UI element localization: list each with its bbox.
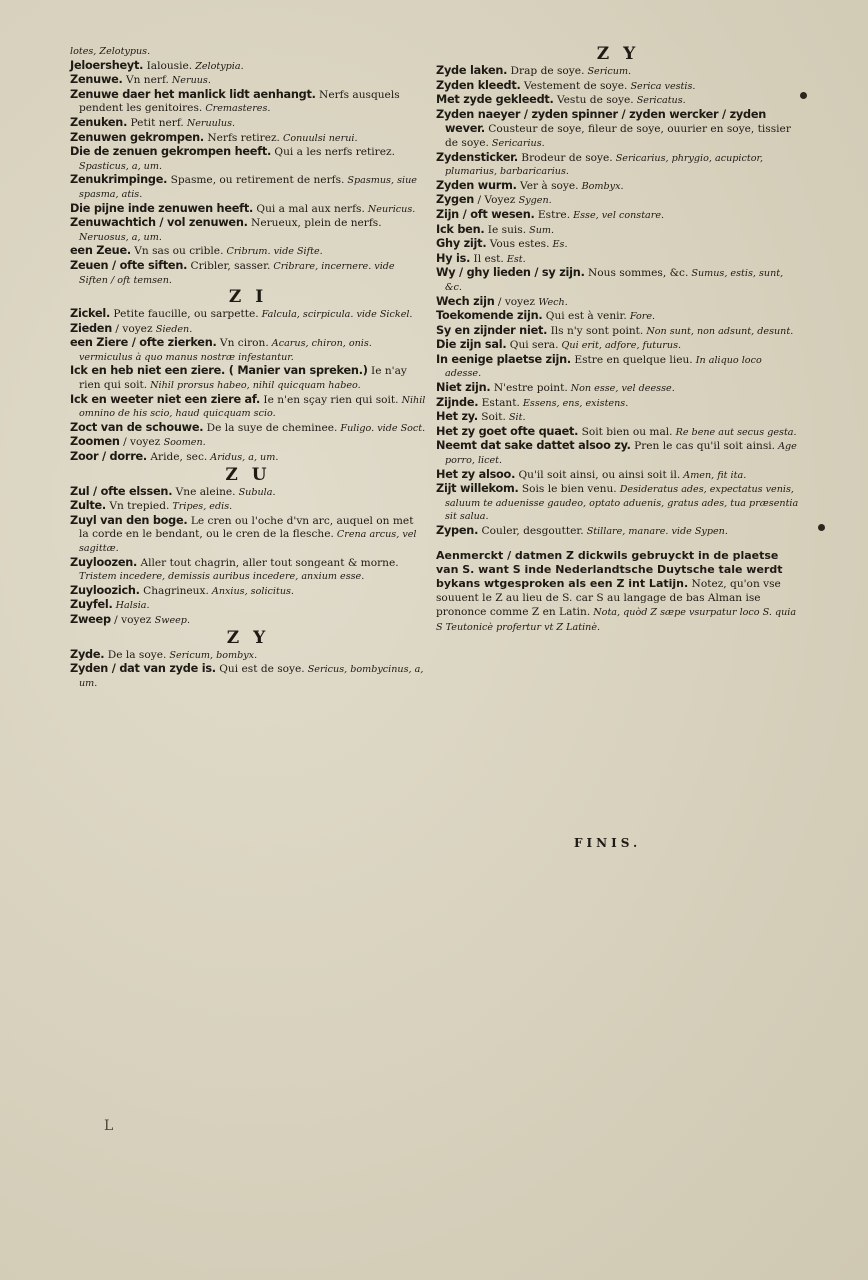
- dictionary-entry: [436, 266, 800, 294]
- french-gloss: Petite faucille, ou sarpette.: [110, 308, 259, 321]
- dutch-term: Het zy.: [436, 410, 478, 424]
- dutch-term: Met zyde gekleedt.: [436, 93, 554, 107]
- french-gloss: Nerueux, plein de nerfs.: [247, 217, 382, 230]
- french-gloss: Vn sas ou crible.: [130, 245, 224, 258]
- dictionary-entry: [70, 322, 426, 337]
- french-gloss: / voyez: [494, 295, 539, 308]
- french-gloss: Qui sera.: [506, 339, 559, 352]
- french-gloss: Vestement de soye.: [520, 79, 628, 92]
- latin-gloss: Spasmus, siue spasma, atis.: [79, 175, 417, 200]
- dictionary-entry: [436, 324, 800, 339]
- french-gloss: Ils n'y sont point.: [547, 324, 644, 337]
- french-gloss: / voyez: [110, 613, 155, 626]
- dictionary-entry: [70, 450, 426, 465]
- latin-gloss: Sericum.: [584, 66, 632, 77]
- dutch-term: Zenuwen gekrompen.: [70, 130, 204, 144]
- dutch-term: Neemt dat sake dattet alsoo zy.: [436, 439, 631, 453]
- dutch-term: Ick ben.: [436, 222, 485, 236]
- dutch-term: Zuyl van den boge.: [70, 513, 188, 527]
- right-column: [436, 44, 800, 635]
- dutch-term: Zyden wurm.: [436, 178, 517, 192]
- dictionary-entry: [70, 485, 426, 500]
- dictionary-entry: [436, 309, 800, 324]
- french-gloss: Estant.: [478, 396, 520, 409]
- dutch-term: In eenige plaetse zijn.: [436, 352, 571, 366]
- latin-gloss: Essens, ens, existens.: [519, 397, 629, 409]
- french-gloss: Qui a mal aux nerfs.: [253, 202, 365, 215]
- latin-gloss: Halsia.: [112, 600, 150, 612]
- dutch-term: Zul / ofte elssen.: [70, 484, 173, 498]
- dutch-term: Aenmerckt / datmen Z dickwils gebruyckt in de plaetse van S. want S inde Nederlandtsche Duytsche tale werdt bykans wtgesproken als een Z int Latijn.: [436, 548, 783, 590]
- dictionary-entry: [70, 44, 426, 59]
- dictionary-entry: [436, 381, 800, 396]
- french-gloss: Chagrineux.: [139, 584, 209, 597]
- french-gloss: Estre.: [534, 208, 571, 221]
- french-gloss: Vne aleine.: [172, 485, 236, 498]
- dictionary-entry: [436, 223, 800, 238]
- dictionary-entry: [436, 208, 800, 223]
- french-gloss: Nous sommes, &c.: [584, 267, 689, 280]
- dutch-term: Zenuken.: [70, 115, 128, 129]
- dictionary-entry: [70, 116, 426, 131]
- dictionary-entry: [70, 244, 426, 259]
- latin-gloss: Nihil prorsus habeo, nihil quicquam habeo.: [147, 380, 361, 392]
- french-gloss: Vn trepied.: [105, 500, 170, 513]
- latin-gloss: Subula.: [235, 486, 276, 498]
- dutch-term: Die zijn sal.: [436, 338, 507, 352]
- latin-gloss: Serica vestis.: [627, 80, 696, 92]
- dutch-term: Zenuwe.: [70, 73, 123, 87]
- latin-gloss: Es.: [549, 239, 568, 251]
- latin-gloss: Sygen.: [518, 195, 552, 207]
- french-gloss: Qu'il soit ainsi, ou ainsi soit il.: [515, 468, 681, 481]
- dutch-term: Zygen: [436, 193, 475, 207]
- french-gloss: N'estre point.: [490, 382, 568, 395]
- dictionary-entry: [70, 584, 426, 599]
- dictionary-entry: [70, 88, 426, 116]
- french-gloss: Ie n'ay rien qui soit.: [79, 365, 407, 392]
- latin-gloss: Esse, vel constare.: [570, 209, 665, 221]
- french-gloss: Ver à soye.: [516, 179, 579, 192]
- latin-gloss: Sericus, bombycinus, a, um.: [79, 664, 424, 689]
- dutch-term: Zijn / oft wesen.: [436, 207, 535, 221]
- dutch-term: Het zy goet ofte quaet.: [436, 424, 579, 438]
- french-gloss: / voyez: [119, 436, 164, 449]
- dutch-term: Zuyloozen.: [70, 555, 138, 569]
- dictionary-entry: [436, 64, 800, 79]
- french-gloss: / Voyez: [474, 194, 519, 207]
- latin-gloss: Soomen.: [163, 437, 206, 449]
- latin-gloss: Sericarius.: [488, 137, 545, 149]
- dictionary-entry: [70, 514, 426, 556]
- latin-gloss: Amen, fit ita.: [680, 469, 747, 481]
- dutch-term: Ick en heb niet een ziere. ( Manier van spreken.): [70, 364, 368, 378]
- latin-gloss: Neruosus, a, um.: [79, 231, 162, 243]
- dutch-term: Zoomen: [70, 435, 120, 449]
- dictionary-entry: [70, 259, 426, 287]
- dictionary-entry: [436, 425, 800, 440]
- french-gloss: De la suye de cheminee.: [203, 421, 338, 434]
- dictionary-entry: [436, 353, 800, 381]
- dutch-term: Die pijne inde zenuwen heeft.: [70, 201, 254, 215]
- dutch-term: Zenuwe daer het manlick lidt aenhangt.: [70, 87, 316, 101]
- dictionary-entry: [70, 613, 426, 628]
- french-gloss: / voyez: [112, 322, 156, 335]
- dictionary-entry: [70, 307, 426, 322]
- latin-gloss: Crena arcus, vel sagittæ.: [79, 529, 417, 554]
- latin-gloss: Sit.: [505, 412, 526, 424]
- dutch-term: Jeloersheyt.: [70, 58, 144, 72]
- dictionary-entry: [436, 295, 800, 310]
- latin-gloss: Nihil omnino de his scio, haud quicquam scio.: [79, 394, 426, 420]
- latin-gloss: Re bene aut secus gesta.: [672, 426, 797, 438]
- latin-gloss: Acarus, chiron, onis. vermiculus à quo manus nostræ infestantur.: [79, 338, 372, 363]
- dutch-term: Zoct van de schouwe.: [70, 420, 204, 434]
- french-gloss: Le cren ou l'oche d'vn arc, auquel on met la corde en le bendant, ou le cren de la flesche.: [79, 514, 414, 541]
- french-gloss: Soit bien ou mal.: [578, 425, 673, 438]
- dictionary-entry: [70, 145, 426, 173]
- dutch-term: een Ziere / ofte zierken.: [70, 336, 217, 350]
- french-gloss: Couler, desgoutter.: [478, 525, 584, 537]
- dictionary-entry: [436, 396, 800, 411]
- dutch-term: Zickel.: [70, 307, 111, 321]
- dutch-term: Ghy zijt.: [436, 237, 487, 251]
- latin-gloss: Nota, quòd Z sæpe vsurpatur loco S. quia S Teutonicè profertur vt Z Latinè.: [436, 606, 797, 633]
- french-gloss: Aller tout chagrin, aller tout songeant & morne.: [137, 556, 399, 569]
- latin-gloss: Sericarius, phrygio, acupictor, plumarius, barbaricarius.: [445, 152, 764, 178]
- latin-gloss: Falcula, scirpicula. vide Sickel.: [258, 309, 413, 321]
- dictionary-entry: [436, 252, 800, 267]
- latin-gloss: In aliquo loco adesse.: [445, 354, 762, 380]
- dictionary-entry: [436, 93, 800, 108]
- latin-gloss: Tristem incedere, demissis auribus incedere, anxium esse.: [79, 571, 365, 583]
- latin-gloss: lotes, Zelotypus.: [70, 46, 151, 57]
- dictionary-entry: [70, 336, 426, 364]
- dictionary-entry: [436, 193, 800, 208]
- latin-gloss: Tripes, edis.: [169, 501, 233, 513]
- latin-gloss: Sumus, estis, sunt, &c.: [445, 268, 784, 293]
- dictionary-entry: [70, 59, 426, 74]
- dutch-term: een Zeue.: [70, 244, 131, 258]
- dutch-term: Zyde.: [70, 647, 105, 661]
- dutch-term: Ick en weeter niet een ziere af.: [70, 392, 261, 406]
- section-heading: Z I: [228, 287, 268, 308]
- french-gloss: De la soye.: [104, 648, 167, 661]
- dutch-term: Zydensticker.: [436, 150, 518, 164]
- latin-gloss: Wech.: [538, 296, 568, 308]
- dutch-term: Sy en zijnder niet.: [436, 323, 548, 337]
- french-gloss: Nerfs retirez.: [203, 131, 280, 144]
- french-gloss: Nerfs ausquels pendent les genitoires.: [79, 88, 400, 115]
- french-gloss: Aride, sec.: [146, 451, 208, 464]
- french-gloss: Petit nerf.: [127, 116, 184, 129]
- dictionary-entry: [70, 499, 426, 514]
- latin-gloss: Sericatus.: [633, 95, 686, 107]
- latin-gloss: Qui erit, adfore, futurus.: [558, 340, 682, 352]
- latin-gloss: Anxius, solicitus.: [208, 585, 294, 597]
- dutch-term: Zypen.: [436, 524, 479, 537]
- latin-gloss: Spasticus, a, um.: [79, 160, 162, 172]
- latin-gloss: Stillare, manare. vide Sypen.: [583, 526, 728, 537]
- corner-mark: L: [104, 1118, 114, 1134]
- dutch-term: Hy is.: [436, 251, 471, 265]
- section-heading: Z Y: [596, 44, 640, 64]
- dictionary-entry: [436, 79, 800, 94]
- latin-gloss: Zelotypia.: [192, 60, 244, 72]
- dutch-term: Zijt willekom.: [436, 482, 519, 496]
- french-gloss: Cousteur de soye, fileur de soye, ouurier en soye, tissier de soye.: [445, 123, 791, 149]
- latin-gloss: Conuulsi nerui.: [279, 132, 358, 144]
- dutch-term: Zyde laken.: [436, 64, 508, 77]
- dutch-term: Zenuwachtich / vol zenuwen.: [70, 216, 248, 230]
- latin-gloss: Bombyx.: [578, 180, 624, 192]
- latin-gloss: Sericum, bombyx.: [166, 649, 258, 661]
- french-gloss: Il est.: [470, 252, 504, 265]
- french-gloss: Qui a les nerfs retirez.: [271, 146, 395, 159]
- dictionary-entry: [436, 468, 800, 483]
- dictionary-entry: [70, 421, 426, 436]
- dutch-term: Zulte.: [70, 499, 106, 513]
- french-gloss: Notez, qu'on vse souuent le Z au lieu de S. car S au langage de bas Alman ise prononce comme Z en Latin.: [436, 577, 781, 618]
- dutch-term: Zweep: [70, 612, 111, 626]
- dictionary-entry: [436, 108, 800, 151]
- latin-gloss: Non sunt, non adsunt, desunt.: [643, 325, 794, 337]
- dictionary-entry: [436, 410, 800, 425]
- french-gloss: Ie n'en sçay rien qui soit.: [260, 393, 399, 406]
- french-gloss: Drap de soye.: [507, 65, 585, 77]
- french-gloss: Vn nerf.: [122, 74, 169, 87]
- french-gloss: Spasme, ou retirement de nerfs.: [167, 174, 345, 187]
- dutch-term: Toekomende zijn.: [436, 309, 543, 323]
- section-heading: Z Y: [226, 627, 270, 648]
- finis-mark: FINIS.: [574, 836, 642, 850]
- french-gloss: Vestu de soye.: [553, 94, 634, 107]
- latin-gloss: Neruus.: [168, 75, 211, 87]
- dictionary-entry: [436, 179, 800, 194]
- latin-gloss: Cribrum. vide Sifte.: [223, 246, 323, 258]
- latin-gloss: Sweep.: [154, 614, 191, 626]
- dictionary-entry: [70, 73, 426, 88]
- latin-gloss: Desideratus ades, expectatus venis, saluum te aduenisse gaudeo, optato aduenis, gratus ades, tua præsentia sit salua.: [445, 484, 799, 523]
- latin-gloss: Sum.: [526, 224, 555, 236]
- french-gloss: Brodeur de soye.: [517, 151, 613, 164]
- dictionary-entry: [436, 237, 800, 252]
- dutch-term: Wy / ghy lieden / sy zijn.: [436, 266, 585, 280]
- dictionary-entry: [70, 435, 426, 450]
- latin-gloss: Fuligo. vide Soct.: [337, 422, 426, 434]
- dutch-term: Zenukrimpinge.: [70, 173, 168, 187]
- dictionary-entry: [70, 173, 426, 201]
- dictionary-entry: [70, 556, 426, 584]
- french-gloss: Cribler, sasser.: [187, 259, 271, 272]
- left-column: [70, 44, 426, 690]
- dictionary-entry: [436, 439, 800, 467]
- latin-gloss: Sieden.: [155, 323, 193, 335]
- french-gloss: Qui est de soye.: [215, 663, 305, 676]
- dutch-term: Zoor / dorre.: [70, 450, 147, 464]
- dictionary-entry: [436, 338, 800, 353]
- dutch-term: Zuyloozich.: [70, 583, 140, 597]
- latin-gloss: Est.: [503, 253, 526, 265]
- dictionary-entry: [436, 482, 800, 524]
- french-gloss: Ialousie.: [143, 59, 193, 72]
- latin-gloss: Non esse, vel deesse.: [567, 383, 675, 395]
- dutch-term: Zeuen / ofte siften.: [70, 258, 188, 272]
- latin-gloss: Cribrare, incernere. vide Siften / oft temsen.: [79, 260, 395, 286]
- dictionary-entry: [436, 151, 800, 179]
- section-heading: Z U: [225, 464, 271, 485]
- latin-gloss: Neruulus.: [183, 117, 236, 129]
- french-gloss: Ie suis.: [484, 223, 527, 236]
- dutch-term: Zieden: [70, 321, 113, 335]
- latin-gloss: Age porro, licet.: [445, 441, 797, 467]
- dictionary-entry: [70, 131, 426, 146]
- dictionary-entry: [70, 662, 426, 690]
- dutch-term: Die de zenuen gekrompen heeft.: [70, 145, 272, 159]
- closing-note: [436, 549, 800, 635]
- french-gloss: Vn ciron.: [216, 337, 269, 350]
- french-gloss: Sois le bien venu.: [518, 483, 617, 496]
- dutch-term: Wech zijn: [436, 294, 495, 308]
- latin-gloss: Cremasteres.: [202, 103, 271, 115]
- french-gloss: Vous estes.: [486, 238, 550, 251]
- dutch-term: Zyden naeyer / zyden spinner / zyden wercker / zyden wever.: [436, 107, 767, 136]
- dutch-term: Zyden kleedt.: [436, 78, 521, 92]
- dictionary-entry: [70, 364, 426, 392]
- dictionary-entry: [70, 393, 426, 421]
- latin-gloss: Aridus, a, um.: [207, 452, 279, 464]
- dutch-term: Zyden / dat van zyde is.: [70, 662, 216, 676]
- dictionary-entry: [70, 202, 426, 217]
- dictionary-entry: [70, 216, 426, 244]
- dutch-term: Niet zijn.: [436, 381, 491, 395]
- dictionary-entry: [70, 648, 426, 663]
- french-gloss: Estre en quelque lieu.: [570, 353, 693, 366]
- ink-spot-top: [800, 92, 807, 99]
- dutch-term: Zuyfel.: [70, 598, 113, 612]
- dictionary-entry: [70, 598, 426, 613]
- ink-spot-middle: [818, 524, 825, 531]
- dictionary-entry: [436, 524, 800, 539]
- dutch-term: Zijnde.: [436, 395, 479, 409]
- french-gloss: Soit.: [477, 411, 506, 424]
- dutch-term: Het zy alsoo.: [436, 467, 516, 481]
- french-gloss: Qui est à venir.: [542, 310, 627, 323]
- latin-gloss: Neuricus.: [364, 203, 416, 215]
- french-gloss: Pren le cas qu'il soit ainsi.: [630, 440, 776, 453]
- latin-gloss: Fore.: [626, 311, 656, 323]
